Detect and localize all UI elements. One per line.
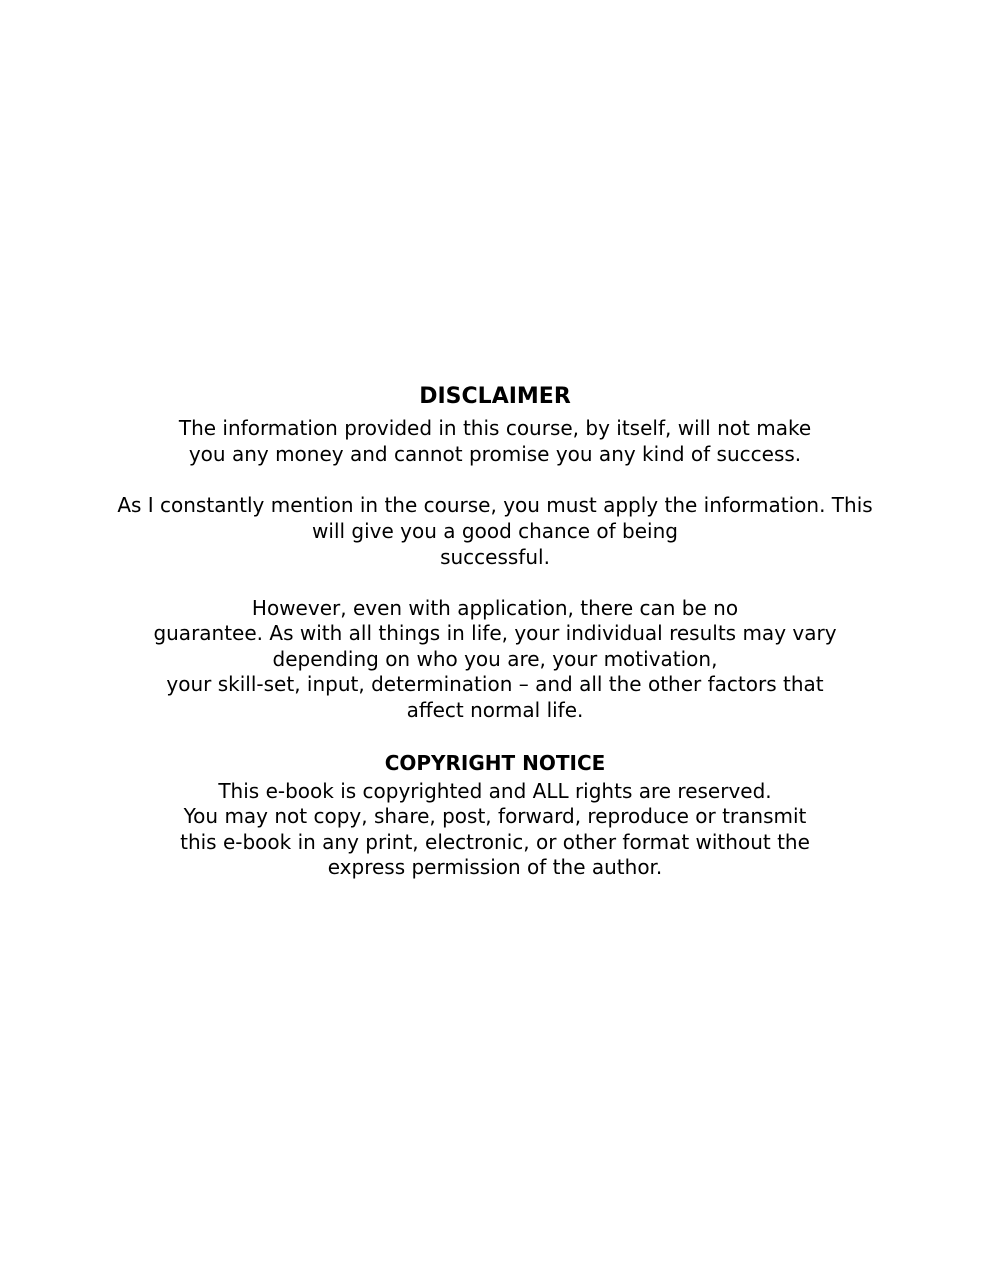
disclaimer-para3-line-3: depending on who you are, your motivation, xyxy=(272,647,718,671)
disclaimer-para3-line-4: your skill-set, input, determination – and all the other factors that xyxy=(166,672,824,696)
disclaimer-para2-line-3: successful. xyxy=(440,545,550,569)
disclaimer-para3-line-5: affect normal life. xyxy=(406,698,584,722)
disclaimer-heading: DISCLAIMER xyxy=(419,384,571,409)
copyright-line-2: You may not copy, share, post, forward, reproduce or transmit xyxy=(183,804,807,828)
disclaimer-para2-line-1: As I constantly mention in the course, you must apply the information. This xyxy=(117,493,873,517)
disclaimer-para1-line-1: The information provided in this course, by itself, will not make xyxy=(178,416,812,440)
copyright-line-3: this e-book in any print, electronic, or other format without the xyxy=(180,830,810,854)
copyright-heading: COPYRIGHT NOTICE xyxy=(384,751,606,775)
copyright-line-1: This e-book is copyrighted and ALL rights are reserved. xyxy=(218,779,772,803)
copyright-line-4: express permission of the author. xyxy=(327,855,663,879)
disclaimer-para3-line-2: guarantee. As with all things in life, your individual results may vary xyxy=(153,621,837,645)
disclaimer-para2-line-2: will give you a good chance of being xyxy=(312,519,678,543)
disclaimer-para3-line-1: However, even with application, there can be no xyxy=(251,596,739,620)
disclaimer-para1-line-2: you any money and cannot promise you any kind of success. xyxy=(188,442,802,466)
